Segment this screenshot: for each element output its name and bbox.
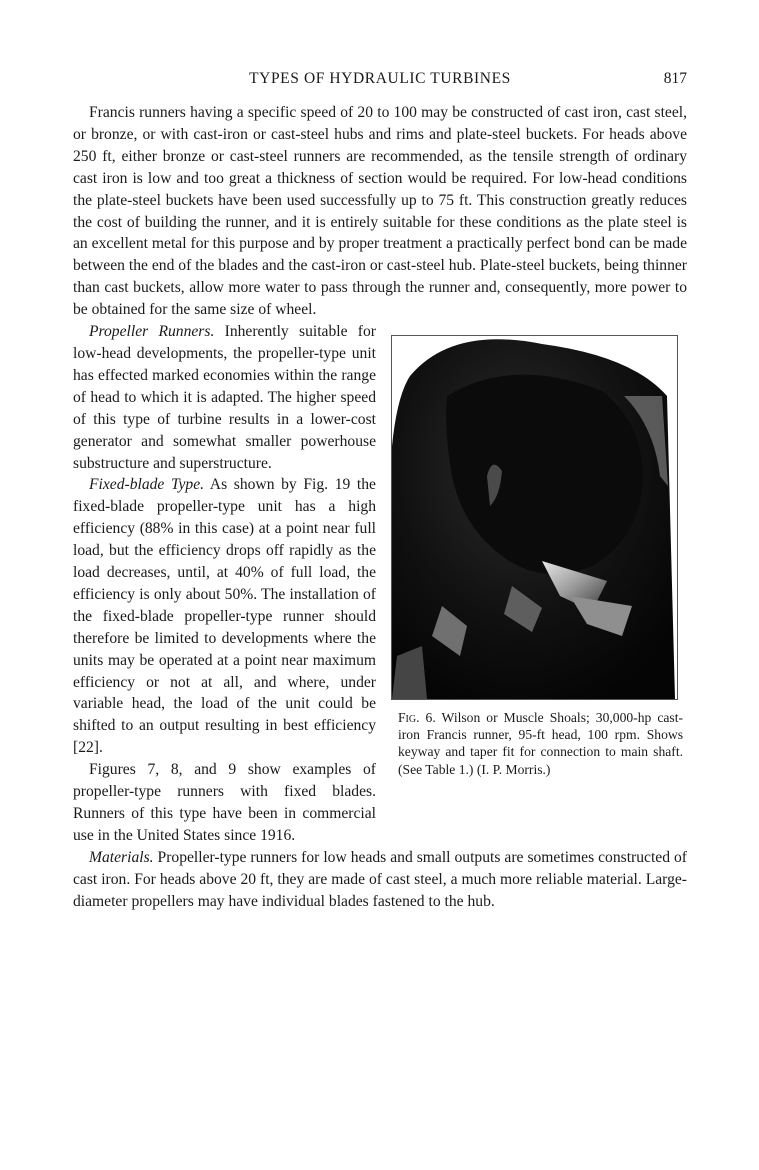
section-heading-materials: Materials. [89, 848, 154, 866]
paragraph-text: As shown by Fig. 19 the fixed-blade propeller-type unit has a high efficiency (88% in this case) at a point near full load, but the efficiency drops off rapidly as the load decreases, until, at 40% of full load, the efficiency is only about 50%. The installation of the fixed-blade propeller-type runner should therefore be limited to developments where the units may be operated at a point near maximum efficiency or not at all, and where, under variable head, the load of the unit could be shifted to an output resulting in best efficiency [22]. [73, 476, 376, 757]
paragraph-text: Inherently suitable for low-head developments, the propeller-type unit has effected marked economies within the range of head to which it is adapted. The higher speed of this type of turbine results in a lower-cost generator and somewhat smaller powerhouse substructure and superstructure. [73, 323, 376, 472]
running-head [73, 70, 687, 92]
francis-runner-image [392, 336, 677, 699]
paragraph-materials [73, 847, 687, 913]
paragraph-text: Francis runners having a specific speed of 20 to 100 may be constructed of cast iron, cast steel, or bronze, or with cast-iron or cast-steel hubs and rims and plate-steel buckets. For heads above 250 ft, either bronze or cast-steel runners are recommended, as the tensile strength of ordinary cast iron is low and too great a thickness of section would be required. For low-head conditions the plate-steel buckets have been used successfully up to 75 ft. This construction greatly reduces the cost of building the runner, and it is entirely suitable for these conditions as the plate steel is an excellent metal for this purpose and by proper treatment a practically perfect bond can be made between the end of the blades and the cast-iron or cast-steel hub. Plate-steel buckets, being thinner than cast buckets, allow more water to pass through the runner and, consequently, more power to be obtained for the same size of wheel. [73, 104, 687, 319]
paragraph-text: Figures 7, 8, and 9 show examples of propeller-type runners with fixed blades. Runners of this type have been in commercial use in the United States since 1916. [73, 761, 376, 844]
running-title: TYPES OF HYDRAULIC TURBINES [249, 70, 511, 87]
section-heading-propeller-runners: Propeller Runners. [89, 323, 215, 341]
page-number: 817 [663, 70, 687, 87]
paragraph-text: Propeller-type runners for low heads and small outputs are sometimes constructed of cast iron. For heads above 20 ft, they are made of cast steel, a much more reliable material. Large-diameter propellers may have individual blades fastened to the hub. [73, 848, 687, 910]
section-heading-fixed-blade-type: Fixed-blade Type. [89, 476, 205, 494]
paragraph-francis-runners [73, 102, 687, 321]
figure-block [390, 328, 687, 830]
figure-label: Fig. 6. [398, 710, 436, 726]
runner-photograph [391, 335, 678, 700]
body-text [73, 102, 687, 913]
figure-caption [398, 709, 683, 778]
figure-caption-text: Wilson or Muscle Shoals; 30,000-hp cast-iron Francis runner, 95-ft head, 100 rpm. Shows keyway and taper fit for connection to main shaft. (See Table 1.) (I. P. Morris.) [398, 710, 683, 777]
